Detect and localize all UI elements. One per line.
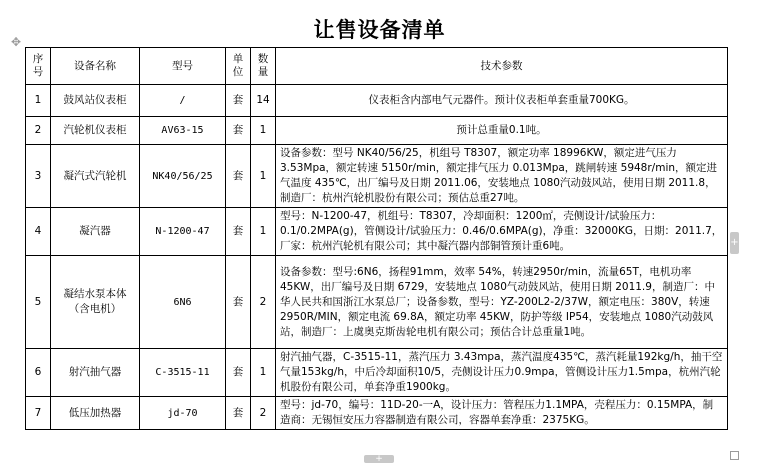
cell-model: N-1200-47: [140, 208, 226, 256]
table-row: [26, 349, 728, 397]
cell-params: 型号：N-1200-47，机组号：T8307，冷却面积：1200㎡，壳侧设计/试验压力：0.1/0.2MPA(g)，管侧设计/试验压力：0.46/0.6MPA(g)，净重：32000KG，日期：2011.7，厂家：杭州汽轮机有限公司；其中凝汽器内部铜管预计重6吨。: [276, 208, 728, 256]
cell-params: 型号：jd-70，编号：11D-20-一A，设计压力：管程压力1.1MPA，壳程压力：0.15MPA，制造商：无锡恒安压力容器制造有限公司，容器单套净重：2375KG。: [276, 397, 728, 430]
cell-name: 凝结水泵本体（含电机）: [51, 256, 140, 349]
table-move-handle-icon[interactable]: ✥: [10, 35, 22, 49]
cell-params: 仪表柜含内部电气元器件。预计仪表柜单套重量700KG。: [276, 85, 728, 117]
cell-index: 3: [26, 145, 51, 208]
cell-index: 4: [26, 208, 51, 256]
cell-qty: 2: [251, 397, 276, 430]
cell-index: 1: [26, 85, 51, 117]
cell-index: 2: [26, 117, 51, 145]
table-row: [26, 145, 728, 208]
cell-params: 设备参数：型号 NK40/56/25，机组号 T8307，额定功率 18996KW，额定进气压力 3.53Mpa，额定转速 5150r/min，额定排气压力 0.013Mpa，跳闸转速 5948r/min，额定进气温度 435℃，出厂编号及日期 2011.06，安装地点 1080汽动鼓风站，使用日期 2011.8，制造厂：杭州汽轮机股份有限公司；预估总重27吨。: [276, 145, 728, 208]
header-index: 序 号: [26, 48, 51, 85]
header-unit: 单 位: [226, 48, 251, 85]
cell-qty: 14: [251, 85, 276, 117]
table-row: [26, 117, 728, 145]
add-column-icon[interactable]: +: [730, 232, 739, 254]
cell-name: 凝汽器: [51, 208, 140, 256]
cell-model: AV63-15: [140, 117, 226, 145]
table-row: [26, 256, 728, 349]
add-row-icon[interactable]: +: [364, 455, 394, 463]
cell-params: 设备参数：型号:6N6，扬程91mm，效率 54%，转速2950r/min，流量65T，电机功率45KW，出厂编号及日期 6729，安装地点 1080气动鼓风站，使用日期 2011.9，制造厂：中华人民共和国浙江水泵总厂；设备参数，型号：YZ-200L2-2/37W，额定电压：380V，转速2950R/MIN，额定电流 69.8A，额定功率 45KW，防护等级 IP54，安装地点 1080汽动鼓风站，制造厂：上虞奥克斯齿轮电机有限公司；预估合计总重量1吨。: [276, 256, 728, 349]
cell-index: 6: [26, 349, 51, 397]
table-row: [26, 85, 728, 117]
table-resize-handle-icon[interactable]: [730, 451, 739, 460]
cell-params: 预计总重量0.1吨。: [276, 117, 728, 145]
cell-unit: 套: [226, 256, 251, 349]
cell-qty: 1: [251, 145, 276, 208]
cell-unit: 套: [226, 208, 251, 256]
cell-unit: 套: [226, 397, 251, 430]
cell-name: 低压加热器: [51, 397, 140, 430]
cell-model: C-3515-11: [140, 349, 226, 397]
cell-qty: 1: [251, 117, 276, 145]
cell-name: 凝汽式汽轮机: [51, 145, 140, 208]
cell-unit: 套: [226, 349, 251, 397]
header-qty: 数 量: [251, 48, 276, 85]
cell-unit: 套: [226, 145, 251, 208]
header-model: 型号: [140, 48, 226, 85]
cell-name: 鼓风站仪表柜: [51, 85, 140, 117]
document-title: 让售设备清单: [313, 18, 446, 42]
cell-qty: 1: [251, 349, 276, 397]
cell-index: 5: [26, 256, 51, 349]
cell-qty: 2: [251, 256, 276, 349]
cell-model: jd-70: [140, 397, 226, 430]
table-header-row: [26, 48, 728, 85]
cell-index: 7: [26, 397, 51, 430]
cell-model: 6N6: [140, 256, 226, 349]
table-row: [26, 208, 728, 256]
equipment-table: [25, 47, 728, 430]
cell-model: /: [140, 85, 226, 117]
cell-name: 射汽抽气器: [51, 349, 140, 397]
cell-params: 射汽抽气器，C-3515-11，蒸汽压力 3.43mpa，蒸汽温度435℃，蒸汽耗量192kg/h，抽干空气量153kg/h，中后冷却面积10/5，壳侧设计压力0.9mpa，管侧设计压力1.5mpa，杭州汽轮机股份有限公司，单套净重1900kg。: [276, 349, 728, 397]
cell-qty: 1: [251, 208, 276, 256]
table-row: [26, 397, 728, 430]
cell-name: 汽轮机仪表柜: [51, 117, 140, 145]
cell-unit: 套: [226, 117, 251, 145]
header-params: 技术参数: [276, 48, 728, 85]
header-name: 设备名称: [51, 48, 140, 85]
cell-unit: 套: [226, 85, 251, 117]
cell-model: NK40/56/25: [140, 145, 226, 208]
